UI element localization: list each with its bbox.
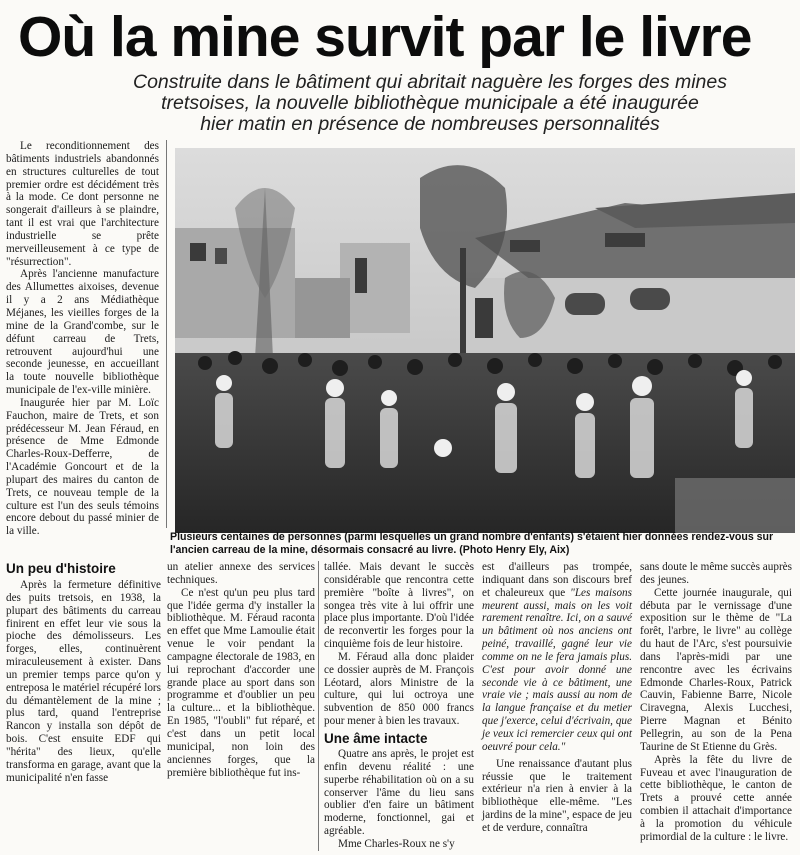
headline: Où la mine survit par le livre (18, 5, 752, 69)
body-paragraph: Après l'ancienne manufacture des Allumettes aixoises, devenue il y a 2 ans Médiathèque Méjanes, les vieilles forges de la mine de la Grand'combe, sur le défunt carreau de Trets, retrouvent aujourd'hui une seconde jeunesse, en accueillant la toute nouvelle bibliothèque municipale de l'ex-ville minière. (6, 268, 159, 397)
news-photo (175, 148, 795, 533)
caption-line: Plusieurs centaines de personnes (parmi lesquelles un grand nombre d'enfants) s'étaient hier données rendez-vous sur (170, 531, 774, 543)
quote-paragraph (482, 561, 632, 754)
body-paragraph: un atelier annexe des services techniques. (167, 561, 315, 586)
body-paragraph: tallée. Mais devant le succès considérable que rencontra cette première "boîte à livres", on songea très vite à lui offrir une place plus importante. D'où l'idée de reconvertir les forges pour la cinquième fois de leur histoire. (324, 561, 474, 651)
column-5 (482, 561, 632, 835)
body-paragraph: sans doute le même succès auprès des jeunes. (640, 561, 792, 586)
quote-text: "Les maisons meurent aussi, mais on les voit rarement renaître. Ici, on a sauvé un bâtiment où nos anciens ont peiné, travaillé, gagné leur vie comme on ne le fera jamais plus. C'est pour avoir donné une seconde vie à ce bâtiment, une vraie vie ; mais aussi au nom de la langue française et du metier que j'exerce, celui d'écrivain, que je veux ici remercier ceux qui ont oeuvré pour cela." (482, 586, 632, 753)
column-rule (318, 561, 319, 851)
lead-paragraph: Le reconditionnement des bâtiments industriels abandonnés en structures culturelles de tout premier ordre est décidément très à la mode. Ce dont personne ne songerait d'ailleurs à se plaindre, tant il est vrai que l'architecture industrielle se prête merveilleusement à ce type de "résurrection". (6, 140, 159, 268)
body-paragraph: Après la fête du livre de Fuveau et avec l'inauguration de cette bibliothèque, le canton de Trets a prouvé cette année combien il attachait d'importance à la promotion du véhicule primordial de la culture : le livre. (640, 753, 792, 843)
body-paragraph: Cette journée inaugurale, qui débuta par le vernissage d'une exposition sur le thème de "La forêt, l'arbre, le livre" au collège du haut de l'Arc, s'est poursuivie dans l'après-midi par une rencontre avec les écrivains Edmonde Charles-Roux, Patrick Cauvin, Fabienne Barre, Nicole Ciravegna, Alexis Lucchesi, Pierre Magnan et Bénito Pellegrin, au son de la Pena Taurine de St Etienne du Grès. (640, 586, 792, 753)
subheadline-line: tretsoises, la nouvelle bibliothèque municipale a été inaugurée (161, 92, 699, 114)
column-history (6, 561, 161, 785)
body-paragraph: Une renaissance d'autant plus réussie que le traitement extérieur n'a rien à envier à la bibliothèque elle-même. "Les jardins de la mine", espace de jeu et de verdure, connaîtra (482, 757, 632, 834)
body-paragraph: M. Féraud alla donc plaider ce dossier auprès de M. François Léotard, alors Ministre de la culture, qui lui octroya une subvention de 850 000 francs pour mener à bien les travaux. (324, 650, 474, 728)
body-paragraph: Inaugurée hier par M. Loïc Fauchon, maire de Trets, et son prédécesseur M. Jean Féraud, en présence de Mme Edmonde Charles-Roux-Defferre, de l'Académie Goncourt et de la plupart des maires du canton de Trets, ce nouveau temple de la culture est l'un des seuls témoins encore debout du passé minier de la ville. (6, 396, 159, 538)
body-paragraph: Quatre ans après, le projet est enfin devenu réalité : une superbe réhabilitation où on a su conserver l'âme du lieu sans oublier d'en faire un bâtiment moderne, fonctionnel, gai et agréable. (324, 747, 474, 838)
quote-intro: est d'ailleurs pas trompée, indiquant dans son discours bref et chaleureux que (482, 561, 632, 599)
column-4 (324, 561, 474, 851)
column-6 (640, 561, 792, 844)
section-title-history: Un peu d'histoire (6, 561, 116, 576)
column-rule (166, 140, 167, 528)
left-column (6, 140, 159, 538)
body-paragraph: Ce n'est qu'un peu plus tard que l'idée germa d'y installer la bibliothèque. M. Féraud raconta en effet que Mme Lamoulie était venue le voir pendant la campagne électorale de 1983, en lui reprochant d'accorder une grande place au sport dans son programme et d'oublier un peu la culture... et la bibliothèque. En 1985, "l'oubli" fut réparé, et c'est dans un petit local municipal, non loin des anciennes forges, que la première bibliothèque fut ins- (167, 586, 315, 779)
column-3 (167, 561, 315, 779)
body-paragraph: Mme Charles-Roux ne s'y (338, 837, 455, 850)
subheadline-line: Construite dans le bâtiment qui abritait naguère les forges des mines (133, 71, 727, 93)
caption-line: l'ancien carreau de la mine, désormais consacré au livre. (Photo Henry Ely, Aix) (170, 543, 570, 556)
subheadline-line: hier matin en présence de nombreuses personnalités (200, 113, 660, 135)
section-title-ame: Une âme intacte (324, 730, 428, 746)
photo-caption (170, 531, 796, 556)
subheadline (80, 72, 780, 135)
body-paragraph: Après la fermeture définitive des puits tretsois, en 1938, la plupart des bâtiments du carreau finirent en effet leur vie sous la pioche des démolisseurs. Les forges, elles, continuèrent miraculeusement à exister. Dans un premier temps parce qu'on y entreposa le matériel récupéré lors du démantèlement de la mine ; plus tard, quand l'entreprise Rancon y installa son dépôt de bois. C'est ensuite EDF qui "hérita" des lieux, qu'elle transforma en garage, avant que la municipalité n'en fasse (6, 579, 161, 784)
